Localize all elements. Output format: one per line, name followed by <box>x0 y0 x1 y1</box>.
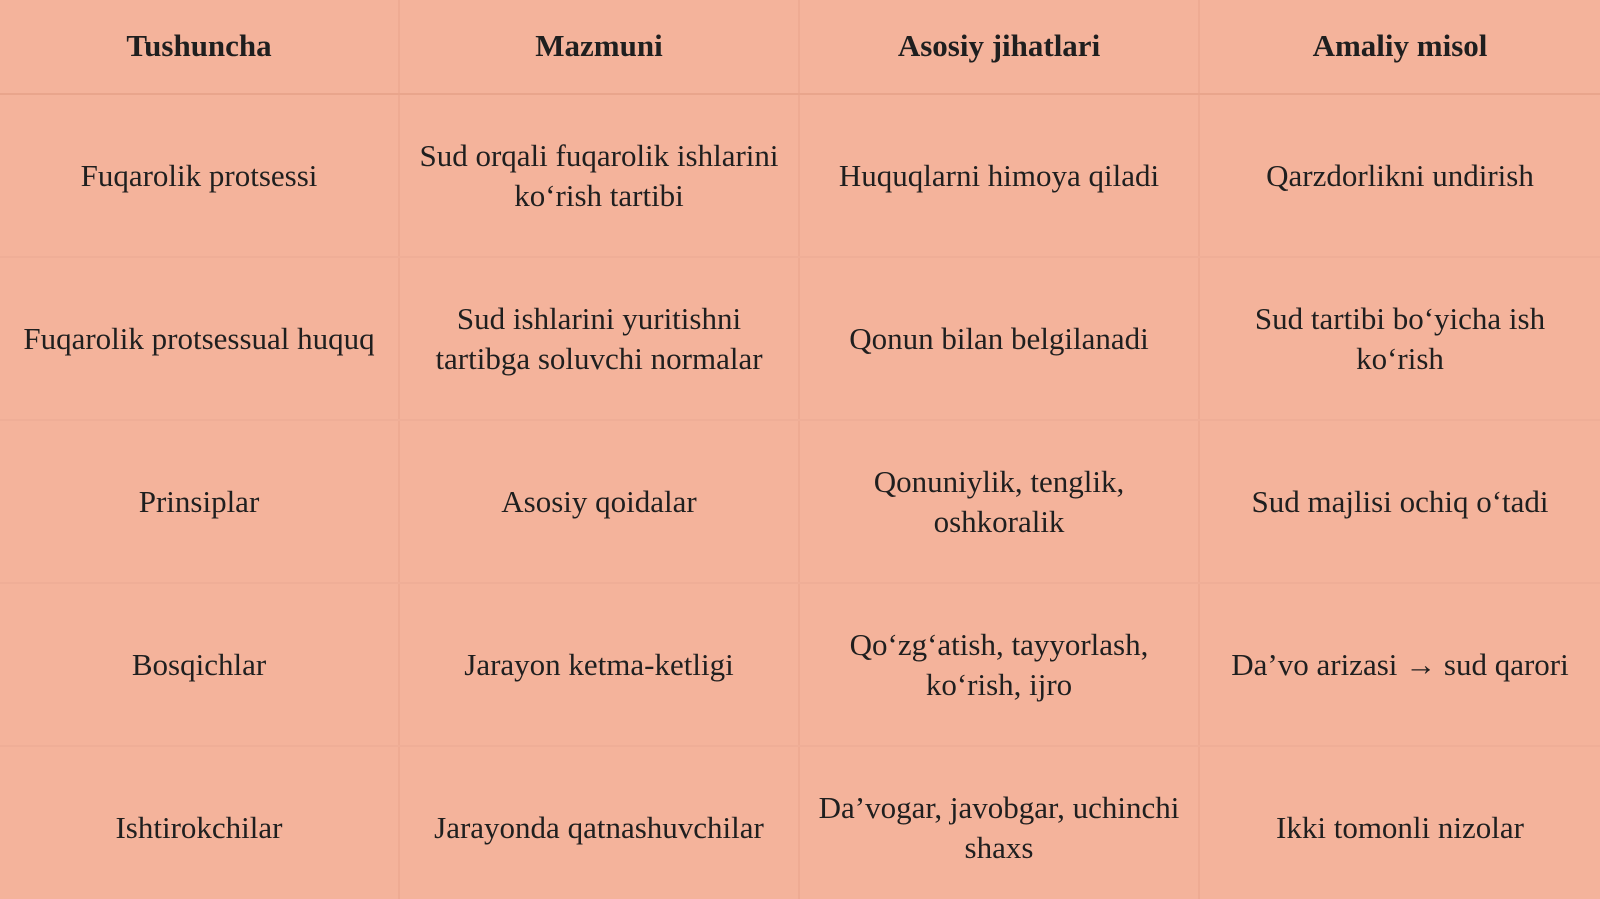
cell-text: Sud tartibi bo‘yicha ish ko‘rish <box>1254 300 1546 376</box>
table-cell <box>0 421 400 582</box>
table-cell <box>800 95 1200 256</box>
table-cell <box>800 258 1200 419</box>
cell-text: Qonuniylik, tenglik, oshkoralik <box>873 463 1125 539</box>
cell-text: Qo‘zg‘atish, tayyorlash, ko‘rish, ijro <box>849 626 1149 702</box>
cell-text: Qarzdorlikni undirish <box>1266 157 1534 193</box>
table-cell <box>0 258 400 419</box>
table-cell <box>400 258 800 419</box>
header-cell-asosiy-jihatlari <box>800 0 1200 93</box>
table-cell <box>0 584 400 745</box>
cell-text: Asosiy qoidalar <box>501 483 697 519</box>
header-label: Tushuncha <box>126 27 272 63</box>
table-cell <box>1200 584 1600 745</box>
table-row <box>0 421 1600 584</box>
header-label: Mazmuni <box>535 27 663 63</box>
table-cell <box>400 95 800 256</box>
cell-text: Da’vogar, javobgar, uchinchi shaxs <box>818 790 1180 865</box>
cell-text: Sud orqali fuqarolik ishlarini ko‘rish tartibi <box>419 137 779 213</box>
cell-text: Ikki tomonli nizolar <box>1276 810 1524 845</box>
header-cell-mazmuni <box>400 0 800 93</box>
table-cell <box>400 421 800 582</box>
table-row <box>0 258 1600 421</box>
table-cell <box>800 747 1200 899</box>
cell-text: Fuqarolik protsessual huquq <box>23 320 375 356</box>
cell-text: Jarayon ketma-ketligi <box>464 646 734 682</box>
table-cell <box>1200 421 1600 582</box>
table-cell <box>400 747 800 899</box>
table-cell <box>1200 258 1600 419</box>
header-label: Asosiy jihatlari <box>897 27 1101 63</box>
table-cell <box>400 584 800 745</box>
header-label: Amaliy misol <box>1312 27 1488 63</box>
table-row <box>0 747 1600 899</box>
table-cell <box>0 747 400 899</box>
cell-text: Fuqarolik protsessi <box>80 157 318 193</box>
cell-text: Bosqichlar <box>131 646 267 682</box>
cell-text: Jarayonda qatnashuvchilar <box>434 810 764 845</box>
header-cell-amaliy-misol <box>1200 0 1600 93</box>
cell-text: Ishtirokchilar <box>115 810 283 845</box>
cell-text: Sud majlisi ochiq o‘tadi <box>1251 483 1549 519</box>
table-row <box>0 584 1600 747</box>
cell-text: Qonun bilan belgilanadi <box>849 320 1149 356</box>
table-cell <box>1200 95 1600 256</box>
cell-text: Da’vo arizasi → sud qarori <box>1231 646 1569 682</box>
cell-text: Prinsiplar <box>138 483 260 519</box>
table-cell <box>1200 747 1600 899</box>
table-cell <box>0 95 400 256</box>
table-row <box>0 95 1600 258</box>
table-cell <box>800 584 1200 745</box>
cell-text: Sud ishlarini yuritishni tartibga soluvchi normalar <box>435 300 763 376</box>
table-header-row <box>0 0 1600 95</box>
table-cell <box>800 421 1200 582</box>
cell-text: Huquqlarni himoya qiladi <box>838 157 1160 193</box>
header-cell-tushuncha <box>0 0 400 93</box>
